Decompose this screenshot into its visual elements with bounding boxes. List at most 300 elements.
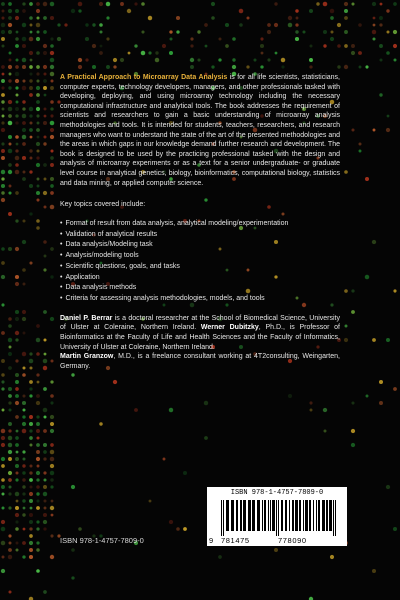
array-spot bbox=[8, 534, 11, 537]
array-spot bbox=[36, 422, 40, 426]
array-spot bbox=[309, 9, 313, 13]
array-spot bbox=[22, 100, 25, 103]
array-spot bbox=[8, 590, 11, 593]
topic-item: • Analysis/modeling tools bbox=[60, 251, 340, 261]
array-spot bbox=[8, 65, 12, 69]
array-spot bbox=[1, 93, 5, 97]
array-spot bbox=[43, 205, 46, 208]
array-spot bbox=[36, 450, 40, 454]
array-spot bbox=[22, 23, 26, 27]
array-spot bbox=[50, 275, 53, 278]
array-spot bbox=[36, 23, 41, 28]
array-spot bbox=[43, 471, 46, 474]
array-spot bbox=[36, 401, 40, 405]
array-spot bbox=[393, 44, 397, 48]
array-spot bbox=[22, 310, 26, 314]
array-spot bbox=[239, 9, 244, 14]
array-spot bbox=[204, 436, 208, 440]
array-spot bbox=[50, 450, 54, 454]
array-spot bbox=[8, 163, 12, 167]
array-spot bbox=[379, 93, 382, 96]
array-spot bbox=[51, 514, 54, 517]
array-spot bbox=[8, 457, 12, 461]
array-spot bbox=[43, 408, 48, 413]
array-spot bbox=[15, 93, 18, 96]
array-spot bbox=[36, 485, 40, 489]
array-spot bbox=[22, 555, 25, 558]
array-spot bbox=[22, 478, 25, 481]
array-spot bbox=[29, 170, 32, 173]
array-spot bbox=[8, 9, 12, 13]
array-spot bbox=[50, 191, 54, 195]
array-spot bbox=[393, 2, 397, 6]
array-spot bbox=[190, 37, 193, 40]
array-spot bbox=[1, 485, 5, 489]
array-spot bbox=[44, 108, 47, 111]
array-spot bbox=[36, 93, 40, 97]
array-spot bbox=[1, 541, 5, 545]
array-spot bbox=[29, 86, 33, 90]
array-spot bbox=[36, 499, 39, 502]
array-spot bbox=[15, 44, 19, 48]
array-spot bbox=[359, 150, 362, 153]
array-spot bbox=[50, 401, 53, 404]
array-spot bbox=[8, 352, 12, 356]
array-spot bbox=[36, 100, 40, 104]
array-spot bbox=[8, 107, 13, 112]
barcode-bar bbox=[313, 500, 314, 531]
array-spot bbox=[295, 9, 298, 12]
array-spot bbox=[365, 275, 369, 279]
array-spot bbox=[23, 171, 26, 174]
array-spot bbox=[22, 401, 26, 405]
array-spot bbox=[37, 185, 40, 188]
array-spot bbox=[22, 177, 26, 181]
array-spot bbox=[358, 23, 362, 27]
array-spot bbox=[1, 331, 5, 335]
array-spot bbox=[36, 86, 40, 90]
barcode-bar bbox=[257, 500, 260, 531]
author-name: Daniel P. Berrar bbox=[60, 314, 113, 322]
array-spot bbox=[8, 324, 12, 328]
array-spot bbox=[365, 65, 368, 68]
array-spot bbox=[330, 9, 335, 14]
array-spot bbox=[169, 408, 173, 412]
array-spot bbox=[1, 16, 4, 19]
array-spot bbox=[16, 500, 19, 503]
array-spot bbox=[225, 44, 229, 48]
array-spot bbox=[372, 2, 376, 6]
array-spot bbox=[176, 30, 179, 33]
array-spot bbox=[260, 37, 263, 40]
array-spot bbox=[1, 373, 4, 376]
array-spot bbox=[36, 219, 40, 223]
array-spot bbox=[50, 51, 54, 55]
array-spot bbox=[29, 527, 32, 530]
array-spot bbox=[337, 44, 341, 48]
array-spot bbox=[1, 191, 4, 194]
array-spot bbox=[36, 520, 39, 523]
array-spot bbox=[44, 115, 47, 118]
array-spot bbox=[37, 122, 40, 125]
array-spot bbox=[43, 142, 46, 145]
array-spot bbox=[1, 184, 5, 188]
array-spot bbox=[1, 142, 4, 145]
array-spot bbox=[29, 415, 33, 419]
array-spot bbox=[1, 436, 5, 440]
array-spot bbox=[8, 366, 12, 370]
array-spot bbox=[22, 464, 25, 467]
array-spot bbox=[44, 178, 47, 181]
array-spot bbox=[50, 429, 54, 433]
array-spot bbox=[16, 542, 19, 545]
barcode-label bbox=[207, 487, 347, 546]
array-spot bbox=[43, 520, 47, 524]
array-spot bbox=[218, 37, 221, 40]
array-spot bbox=[15, 471, 18, 474]
array-spot bbox=[134, 2, 137, 5]
array-spot bbox=[1, 177, 4, 180]
array-spot bbox=[29, 16, 33, 20]
array-spot bbox=[387, 115, 390, 118]
array-spot bbox=[8, 485, 11, 488]
barcode-bar bbox=[226, 500, 229, 531]
array-spot bbox=[323, 30, 327, 34]
array-spot bbox=[15, 464, 19, 468]
array-spot bbox=[29, 429, 32, 432]
array-spot bbox=[380, 59, 383, 62]
array-spot bbox=[372, 30, 376, 34]
array-spot bbox=[330, 555, 334, 559]
array-spot bbox=[127, 9, 131, 13]
array-spot bbox=[351, 44, 355, 48]
array-spot bbox=[344, 338, 348, 342]
array-spot bbox=[8, 471, 12, 475]
array-spot bbox=[36, 156, 39, 159]
array-spot bbox=[78, 9, 81, 12]
array-spot bbox=[57, 37, 61, 41]
array-spot bbox=[1, 86, 4, 89]
barcode-bar bbox=[289, 500, 290, 531]
barcode-guard-bar bbox=[223, 500, 224, 536]
array-spot bbox=[8, 394, 12, 398]
array-spot bbox=[22, 128, 26, 132]
array-spot bbox=[22, 457, 25, 460]
array-spot bbox=[8, 450, 12, 454]
array-spot bbox=[22, 471, 25, 474]
array-spot bbox=[8, 429, 11, 432]
array-spot bbox=[36, 478, 39, 481]
array-spot bbox=[22, 499, 25, 502]
array-spot bbox=[50, 65, 54, 69]
barcode-bar bbox=[295, 500, 298, 531]
array-spot bbox=[15, 282, 19, 286]
array-spot bbox=[331, 31, 334, 34]
array-spot bbox=[106, 37, 109, 40]
array-spot bbox=[43, 121, 47, 125]
array-spot bbox=[1, 569, 5, 573]
array-spot bbox=[1, 170, 5, 174]
array-spot bbox=[37, 136, 40, 139]
array-spot bbox=[372, 569, 376, 573]
array-spot bbox=[394, 59, 397, 62]
array-spot bbox=[15, 114, 18, 117]
array-spot bbox=[8, 338, 12, 342]
array-spot bbox=[50, 107, 53, 110]
array-spot bbox=[2, 10, 5, 13]
array-spot bbox=[29, 149, 32, 152]
array-spot bbox=[43, 135, 46, 138]
array-spot bbox=[393, 387, 397, 391]
array-spot bbox=[36, 16, 39, 19]
array-spot bbox=[1, 387, 4, 390]
array-spot bbox=[22, 240, 26, 244]
barcode-bar bbox=[285, 500, 287, 531]
array-spot bbox=[36, 51, 40, 55]
author-name: Martin Granzow bbox=[60, 353, 114, 361]
array-spot bbox=[36, 373, 39, 376]
array-spot bbox=[190, 65, 194, 69]
cover-text bbox=[60, 73, 340, 371]
array-spot bbox=[260, 65, 263, 68]
array-spot bbox=[16, 143, 19, 146]
array-spot bbox=[15, 275, 19, 279]
array-spot bbox=[2, 115, 5, 118]
array-spot bbox=[36, 352, 40, 356]
array-spot bbox=[8, 121, 13, 126]
intro-paragraph bbox=[60, 73, 340, 188]
array-spot bbox=[85, 23, 88, 26]
barcode-digit-group: 781475 bbox=[221, 536, 250, 545]
array-spot bbox=[50, 156, 54, 160]
array-spot bbox=[50, 100, 54, 104]
array-spot bbox=[211, 65, 214, 68]
array-spot bbox=[29, 184, 33, 188]
array-spot bbox=[50, 149, 53, 152]
array-spot bbox=[15, 338, 18, 341]
array-spot bbox=[23, 507, 26, 510]
array-spot bbox=[232, 58, 235, 61]
array-spot bbox=[36, 107, 40, 111]
array-spot bbox=[29, 128, 33, 132]
array-spot bbox=[29, 352, 32, 355]
array-spot bbox=[43, 310, 47, 314]
array-spot bbox=[1, 443, 5, 447]
array-spot bbox=[372, 37, 375, 40]
array-spot bbox=[310, 409, 313, 412]
array-spot bbox=[43, 86, 47, 90]
array-spot bbox=[29, 478, 33, 482]
array-spot bbox=[50, 464, 54, 468]
topics-list bbox=[60, 219, 340, 304]
array-spot bbox=[1, 23, 6, 28]
array-spot bbox=[1, 65, 5, 69]
array-spot bbox=[43, 65, 47, 69]
array-spot bbox=[50, 37, 53, 40]
array-spot bbox=[15, 394, 19, 398]
array-spot bbox=[50, 177, 54, 181]
array-spot bbox=[15, 135, 19, 139]
array-spot bbox=[296, 17, 299, 20]
array-spot bbox=[43, 527, 46, 530]
array-spot bbox=[22, 429, 27, 434]
array-spot bbox=[260, 44, 264, 48]
array-spot bbox=[43, 590, 47, 594]
array-spot bbox=[309, 58, 313, 62]
array-spot bbox=[169, 37, 172, 40]
array-spot bbox=[22, 2, 25, 5]
array-spot bbox=[29, 422, 33, 426]
array-spot bbox=[261, 52, 264, 55]
array-spot bbox=[218, 58, 221, 61]
array-spot bbox=[36, 443, 40, 447]
array-spot bbox=[274, 548, 278, 552]
array-spot bbox=[155, 58, 159, 62]
array-spot bbox=[29, 107, 33, 111]
array-spot bbox=[29, 499, 33, 503]
array-spot bbox=[30, 507, 33, 510]
array-spot bbox=[232, 65, 236, 69]
array-spot bbox=[36, 142, 40, 146]
array-spot bbox=[15, 79, 19, 83]
array-spot bbox=[1, 380, 4, 383]
array-spot bbox=[344, 9, 348, 13]
array-spot bbox=[15, 373, 19, 377]
array-spot bbox=[99, 2, 103, 6]
array-spot bbox=[22, 394, 25, 397]
array-spot bbox=[344, 16, 348, 20]
array-spot bbox=[344, 170, 348, 174]
array-spot bbox=[15, 513, 19, 517]
array-spot bbox=[8, 16, 12, 20]
array-spot bbox=[43, 366, 47, 370]
array-spot bbox=[15, 156, 20, 161]
array-spot bbox=[8, 79, 11, 82]
array-spot bbox=[29, 464, 32, 467]
array-spot bbox=[351, 310, 355, 314]
array-spot bbox=[36, 65, 40, 69]
array-spot bbox=[23, 332, 26, 335]
array-spot bbox=[50, 86, 54, 90]
array-spot bbox=[15, 16, 19, 20]
array-spot bbox=[29, 93, 33, 97]
array-spot bbox=[323, 2, 328, 7]
author-bios bbox=[60, 314, 340, 372]
array-spot bbox=[274, 2, 277, 5]
array-spot bbox=[50, 555, 54, 559]
array-spot bbox=[50, 534, 53, 537]
array-spot bbox=[50, 114, 53, 117]
array-spot bbox=[43, 30, 47, 34]
array-spot bbox=[78, 527, 82, 531]
array-spot bbox=[1, 156, 5, 160]
array-spot bbox=[379, 401, 383, 405]
array-spot bbox=[16, 31, 19, 34]
array-spot bbox=[15, 149, 18, 152]
array-spot bbox=[22, 135, 26, 139]
array-spot bbox=[1, 79, 5, 83]
array-spot bbox=[71, 485, 75, 489]
array-spot bbox=[386, 485, 390, 489]
array-spot bbox=[29, 114, 32, 117]
array-spot bbox=[113, 380, 117, 384]
array-spot bbox=[36, 226, 39, 229]
array-spot bbox=[36, 457, 40, 461]
array-spot bbox=[323, 429, 326, 432]
array-spot bbox=[50, 58, 55, 63]
array-spot bbox=[29, 548, 33, 552]
array-spot bbox=[9, 143, 12, 146]
array-spot bbox=[232, 37, 236, 41]
array-spot bbox=[386, 9, 389, 12]
array-spot bbox=[43, 44, 47, 48]
array-spot bbox=[386, 30, 389, 33]
array-spot bbox=[43, 492, 47, 496]
array-spot bbox=[8, 114, 12, 118]
array-spot bbox=[22, 422, 26, 426]
array-spot bbox=[393, 527, 397, 531]
barcode-guard-bar bbox=[333, 500, 334, 536]
array-spot bbox=[78, 2, 83, 7]
barcode-bar bbox=[316, 500, 317, 531]
array-spot bbox=[8, 100, 12, 104]
array-spot bbox=[149, 500, 152, 503]
array-spot bbox=[106, 16, 109, 19]
array-spot bbox=[351, 51, 355, 55]
array-spot bbox=[162, 44, 166, 48]
array-spot bbox=[64, 23, 67, 26]
array-spot bbox=[8, 30, 12, 34]
barcode-bar bbox=[240, 500, 242, 531]
book-title: A Practical Approach to Microarray Data Analysis bbox=[60, 74, 228, 81]
array-spot bbox=[380, 3, 383, 6]
array-spot bbox=[29, 359, 34, 364]
array-spot bbox=[22, 352, 26, 356]
array-spot bbox=[29, 51, 33, 55]
array-spot bbox=[36, 198, 39, 201]
array-spot bbox=[1, 261, 5, 265]
array-spot bbox=[99, 51, 103, 55]
array-spot bbox=[379, 23, 382, 26]
array-spot bbox=[310, 45, 313, 48]
array-spot bbox=[1, 275, 5, 279]
array-spot bbox=[16, 451, 19, 454]
array-spot bbox=[9, 52, 12, 55]
array-spot bbox=[9, 346, 12, 349]
array-spot bbox=[8, 135, 12, 139]
array-spot bbox=[330, 37, 334, 41]
array-spot bbox=[358, 142, 361, 145]
barcode-guard-bar bbox=[335, 500, 336, 536]
array-spot bbox=[1, 464, 5, 468]
barcode-bar bbox=[262, 500, 263, 531]
array-spot bbox=[29, 2, 33, 6]
barcode-bar bbox=[322, 500, 325, 531]
barcode-bar bbox=[281, 500, 283, 531]
barcode-guard-bar bbox=[221, 500, 222, 536]
array-spot bbox=[344, 65, 348, 69]
barcode-guard-bar bbox=[276, 500, 277, 536]
array-spot bbox=[344, 289, 348, 293]
array-spot bbox=[295, 30, 298, 33]
array-spot bbox=[50, 44, 54, 48]
array-spot bbox=[50, 422, 54, 426]
array-spot bbox=[22, 219, 25, 222]
array-spot bbox=[15, 436, 19, 440]
array-spot bbox=[92, 65, 96, 69]
array-spot bbox=[36, 30, 39, 33]
array-spot bbox=[204, 401, 208, 405]
